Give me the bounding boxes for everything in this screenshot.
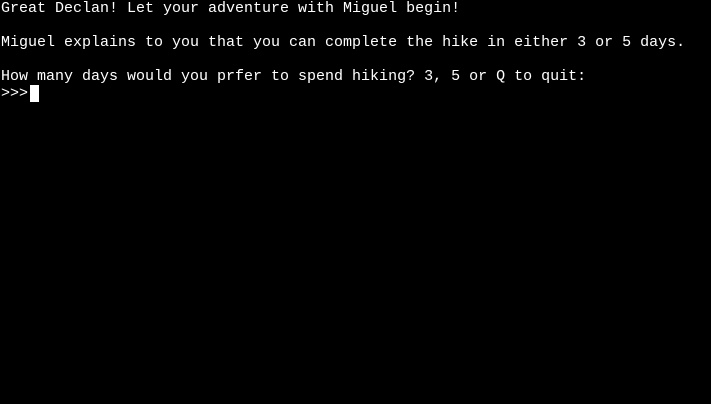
prompt-symbol: >>> <box>1 85 29 102</box>
input-prompt-row[interactable] <box>1 85 711 102</box>
blank-line <box>1 17 711 34</box>
output-line-greeting: Great Declan! Let your adventure with Miguel begin! <box>1 0 461 17</box>
blank-line <box>1 51 711 68</box>
text-cursor <box>30 85 39 102</box>
output-line-explanation: Miguel explains to you that you can complete the hike in either 3 or 5 days. <box>1 34 686 51</box>
output-line-question: How many days would you prfer to spend hiking? 3, 5 or Q to quit: <box>1 68 587 85</box>
